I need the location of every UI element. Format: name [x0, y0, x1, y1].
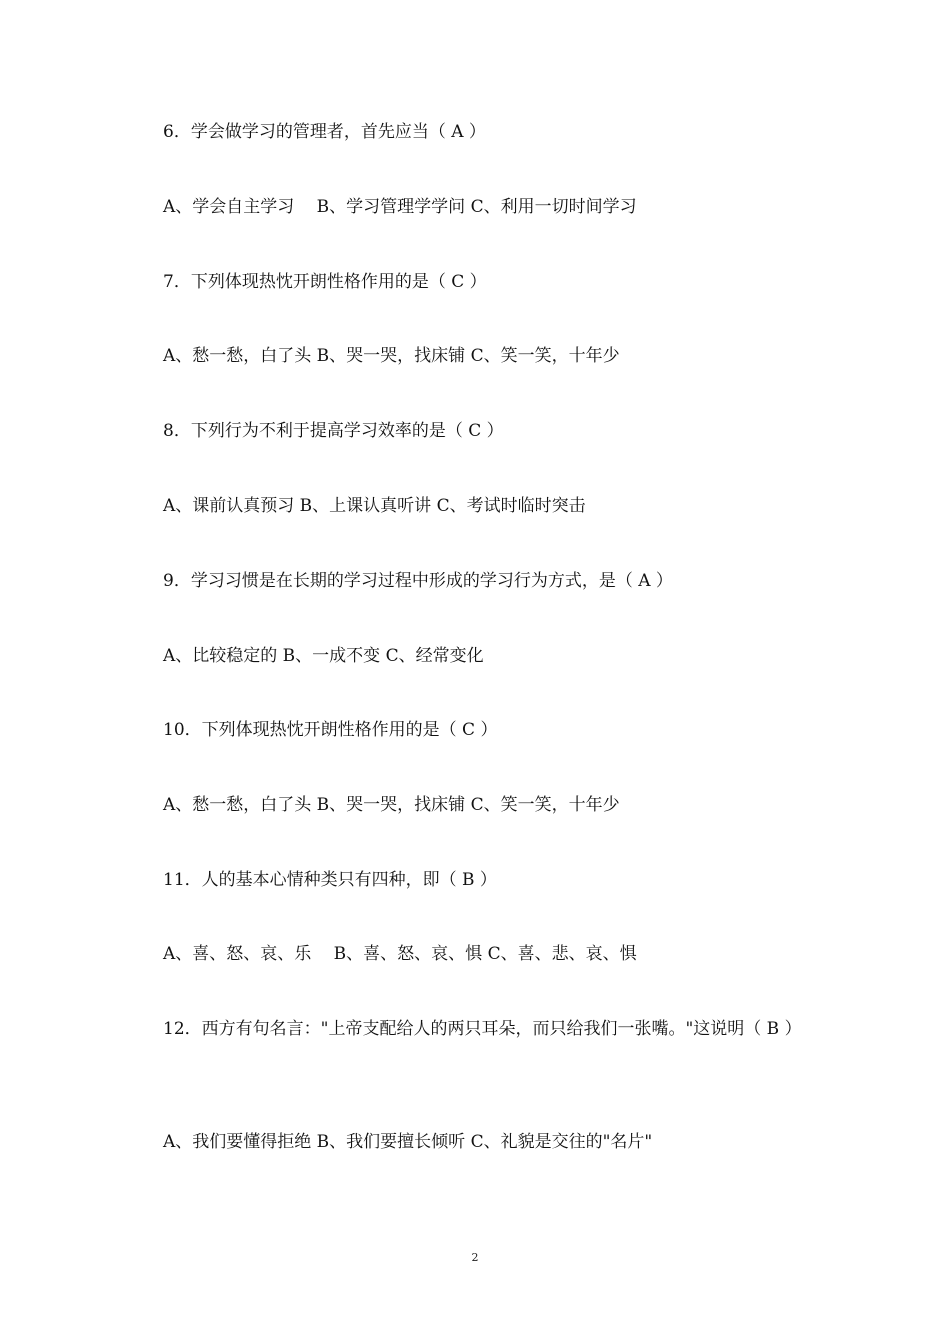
options-10: A、愁一愁，白了头 B、哭一哭，找床铺 C、笑一笑，十年少	[163, 795, 620, 815]
question-11: 11．人的基本心情种类只有四种，即（ B ）	[163, 870, 497, 890]
options-8: A、课前认真预习 B、上课认真听讲 C、考试时临时突击	[163, 496, 586, 516]
question-10: 10．下列体现热忱开朗性格作用的是（ C ）	[163, 720, 498, 740]
options-11: A、喜、怒、哀、乐 B、喜、怒、哀、惧 C、喜、悲、哀、惧	[163, 944, 637, 964]
question-6: 6．学会做学习的管理者，首先应当（ A ）	[163, 122, 486, 142]
options-6: A、学会自主学习 B、学习管理学学问 C、利用一切时间学习	[163, 197, 637, 217]
page-number: 2	[471, 1251, 479, 1264]
question-7: 7．下列体现热忱开朗性格作用的是（ C ）	[163, 272, 487, 292]
options-9: A、比较稳定的 B、一成不变 C、经常变化	[163, 646, 484, 666]
options-7: A、愁一愁，白了头 B、哭一哭，找床铺 C、笑一笑，十年少	[163, 346, 620, 366]
question-12: 12．西方有句名言："上帝支配给人的两只耳朵，而只给我们一张嘴。"这说明（ B ）	[163, 1019, 802, 1039]
question-9: 9．学习习惯是在长期的学习过程中形成的学习行为方式，是（ A ）	[163, 571, 673, 591]
question-8: 8．下列行为不利于提高学习效率的是（ C ）	[163, 421, 504, 441]
options-12: A、我们要懂得拒绝 B、我们要擅长倾听 C、礼貌是交往的"名片"	[163, 1132, 653, 1152]
